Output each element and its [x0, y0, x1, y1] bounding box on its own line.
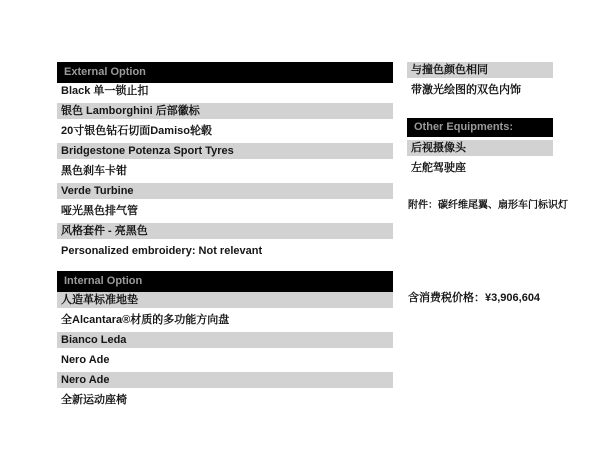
equipment-row: 后视摄像头 — [407, 140, 553, 156]
option-row: 黑色刹车卡钳 — [61, 165, 127, 177]
other-equipments-header: Other Equipments: — [407, 118, 553, 137]
option-row: Nero Ade — [57, 372, 393, 388]
option-row: 全Alcantara®材质的多功能方向盘 — [61, 314, 230, 326]
internal-options-list — [57, 292, 393, 408]
option-row: 人造革标准地垫 — [57, 292, 393, 308]
option-row: Black 单一锁止扣 — [61, 85, 149, 97]
color-info-row: 与撞色颜色相同 — [407, 62, 553, 78]
option-row: 全新运动座椅 — [61, 394, 127, 406]
option-row: Nero Ade — [61, 354, 110, 366]
option-row: Bianco Leda — [57, 332, 393, 348]
option-row: 哑光黑色排气管 — [61, 205, 138, 217]
option-row: Bridgestone Potenza Sport Tyres — [57, 143, 393, 159]
internal-options-header: Internal Option — [57, 271, 393, 292]
total-price: 含消费税价格：¥3,906,604 — [408, 292, 541, 304]
option-row: 20寸银色钻石切面Damiso轮毂 — [61, 125, 212, 137]
color-info-row: 带激光绘图的双色内饰 — [411, 84, 521, 96]
option-row: Verde Turbine — [57, 183, 393, 199]
external-options-header: External Option — [57, 62, 393, 83]
external-options-list — [57, 83, 393, 259]
equipment-row: 左舵驾驶座 — [411, 162, 466, 174]
equipment-list — [407, 140, 553, 176]
option-row: Personalized embroidery: Not relevant — [61, 245, 263, 257]
equipment-column — [407, 62, 553, 180]
external-options-section — [57, 62, 393, 259]
option-row: 风格套件 - 亮黑色 — [57, 223, 393, 239]
color-info-list — [407, 62, 553, 98]
option-row: 银色 Lamborghini 后部徽标 — [57, 103, 393, 119]
options-column — [57, 62, 393, 412]
attachments-note: 附件：碳纤维尾翼、扇形车门标识灯 — [408, 200, 568, 211]
spacer — [407, 102, 553, 118]
internal-options-section — [57, 271, 393, 408]
